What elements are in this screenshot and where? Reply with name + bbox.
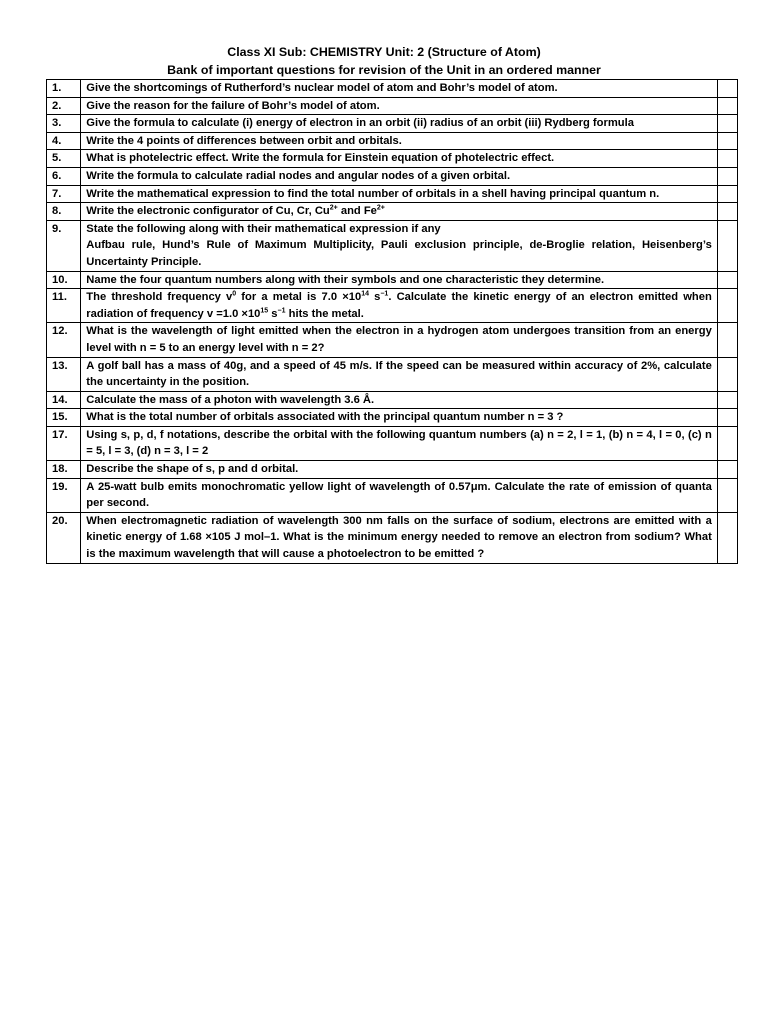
question-number: 13. <box>47 357 81 391</box>
question-text-segment: State the following along with their mathematical expression if any <box>86 222 441 235</box>
question-number: 7. <box>47 185 81 203</box>
question-row <box>47 409 738 427</box>
superscript: −1 <box>277 306 286 314</box>
question-text-segment: Write the mathematical expression to find the total number of orbitals in a shell having principal quantum n. <box>86 187 660 200</box>
question-text-segment: . Calculate the kinetic energy of an electron emitted when radiation of frequency v =1.0 ×10 <box>86 291 712 320</box>
question-text <box>81 323 718 357</box>
question-number: 8. <box>47 203 81 221</box>
question-row <box>47 461 738 479</box>
question-text-segment: What is photelectric effect. Write the formula for Einstein equation of photelectric effect. <box>86 152 555 165</box>
question-number: 15. <box>47 409 81 427</box>
question-text <box>81 289 718 323</box>
question-row <box>47 323 738 357</box>
blank-cell <box>717 409 737 427</box>
question-row <box>47 271 738 289</box>
question-text <box>81 185 718 203</box>
question-text-segment: A golf ball has a mass of 40g, and a speed of 45 m/s. If the speed can be measured within accuracy of 2%, calculate the uncertainty in the position. <box>86 359 712 389</box>
question-number: 1. <box>47 80 81 98</box>
question-row <box>47 357 738 391</box>
question-number: 12. <box>47 323 81 357</box>
blank-cell <box>717 391 737 409</box>
question-text <box>81 132 718 150</box>
question-text <box>81 478 718 512</box>
question-text-segment: Write the formula to calculate radial nodes and angular nodes of a given orbital. <box>86 169 511 182</box>
blank-cell <box>717 461 737 479</box>
question-number: 4. <box>47 132 81 150</box>
blank-cell <box>717 323 737 357</box>
question-text <box>81 203 718 221</box>
question-row <box>47 478 738 512</box>
document-subtitle: Bank of important questions for revision of the Unit in an ordered manner <box>167 63 601 77</box>
blank-cell <box>717 512 737 563</box>
question-text <box>81 97 718 115</box>
question-text <box>81 357 718 391</box>
question-number: 10. <box>47 271 81 289</box>
question-text-segment: Write the 4 points of differences between orbit and orbitals. <box>86 134 402 147</box>
question-text-segment: Name the four quantum numbers along with their symbols and one characteristic they determine. <box>86 273 605 286</box>
question-text <box>81 391 718 409</box>
question-text-segment: Write the electronic configurator of Cu, Cr, Cu <box>86 205 330 218</box>
question-text-segment: What is the wavelength of light emitted when the electron in a hydrogen atom undergoes transition from an energy level with n = 5 to an energy level with n = 2? <box>86 325 712 354</box>
document-title: Class XI Sub: CHEMISTRY Unit: 2 (Structure of Atom) <box>227 45 541 59</box>
blank-cell <box>717 426 737 460</box>
question-text-segment: Give the shortcomings of Rutherford’s nuclear model of atom and Bohr’s model of atom. <box>86 82 558 94</box>
blank-cell <box>717 115 737 133</box>
question-number: 6. <box>47 167 81 185</box>
question-row <box>47 97 738 115</box>
superscript: 2+ <box>376 204 385 212</box>
question-number: 20. <box>47 512 81 563</box>
question-text-segment: hits the metal. <box>285 307 364 320</box>
question-row <box>47 203 738 221</box>
question-table <box>46 79 738 564</box>
blank-cell <box>717 220 737 271</box>
question-number: 3. <box>47 115 81 133</box>
question-text-segment: and Fe <box>337 205 377 218</box>
question-text-segment: A 25-watt bulb emits monochromatic yellow light of wavelength of 0.57μm. Calculate the rate of emission of quanta per second. <box>86 480 712 510</box>
question-text-segment: What is the total number of orbitals associated with the principal quantum number n = 3 ? <box>86 411 564 424</box>
question-table-body <box>47 80 738 564</box>
question-number: 14. <box>47 391 81 409</box>
blank-cell <box>717 203 737 221</box>
superscript: 0 <box>232 290 237 298</box>
blank-cell <box>717 97 737 115</box>
blank-cell <box>717 271 737 289</box>
question-text-segment: s <box>268 307 278 320</box>
question-text <box>81 115 718 133</box>
blank-cell <box>717 478 737 512</box>
question-number: 11. <box>47 289 81 323</box>
question-row <box>47 289 738 323</box>
blank-cell <box>717 167 737 185</box>
blank-cell <box>717 80 737 98</box>
question-text-segment: Describe the shape of s, p and d orbital. <box>86 463 299 476</box>
question-text <box>81 167 718 185</box>
superscript: 14 <box>361 290 369 298</box>
question-text-segment: When electromagnetic radiation of wavelength 300 nm falls on the surface of sodium, electrons are emitted with a kinetic energy of 1.68 ×105 J mol–1. What is the minimum energy needed to remove an electron from sodium? What is the maximum wavelength that will cause a photoelectron to be emitted ? <box>86 514 712 561</box>
question-text <box>81 80 718 98</box>
question-row <box>47 167 738 185</box>
blank-cell <box>717 150 737 168</box>
question-text-segment: for a metal is 7.0 ×10 <box>236 291 362 304</box>
superscript: 15 <box>260 306 269 314</box>
question-row <box>47 185 738 203</box>
question-number: 17. <box>47 426 81 460</box>
superscript: −1 <box>380 290 389 298</box>
question-row <box>47 426 738 460</box>
question-row <box>47 80 738 98</box>
question-number: 5. <box>47 150 81 168</box>
question-number: 9. <box>47 220 81 271</box>
question-text <box>81 426 718 460</box>
question-text-segment: Aufbau rule, Hund’s Rule of Maximum Multiplicity, Pauli exclusion principle, de-Broglie relation, Heisenberg’s Uncertainty Principle. <box>86 239 712 268</box>
question-text-segment: Give the reason for the failure of Bohr’s model of atom. <box>86 99 380 112</box>
question-number: 2. <box>47 97 81 115</box>
question-row <box>47 391 738 409</box>
question-text-segment: Calculate the mass of a photon with wavelength 3.6 Å. <box>86 393 375 406</box>
question-text <box>81 512 718 563</box>
blank-cell <box>717 289 737 323</box>
question-text-segment: Using s, p, d, f notations, describe the orbital with the following quantum numbers (a) n = 2, l = 1, (b) n = 4, l = 0, (c) n = 5, l = 3, (d) n = 3, l = 2 <box>86 428 712 458</box>
question-row <box>47 150 738 168</box>
question-text-segment: s <box>368 291 381 304</box>
question-number: 18. <box>47 461 81 479</box>
question-row <box>47 132 738 150</box>
question-row <box>47 115 738 133</box>
blank-cell <box>717 132 737 150</box>
blank-cell <box>717 357 737 391</box>
question-text <box>81 409 718 427</box>
question-row <box>47 220 738 271</box>
question-row <box>47 512 738 563</box>
question-text <box>81 461 718 479</box>
question-number: 19. <box>47 478 81 512</box>
blank-cell <box>717 185 737 203</box>
question-text <box>81 220 718 271</box>
question-text-segment: The threshold frequency v <box>86 291 233 304</box>
superscript: 2+ <box>329 204 338 212</box>
question-text-segment: Give the formula to calculate (i) energy of electron in an orbit (ii) radius of an orbit (iii) Rydberg formula <box>86 117 634 130</box>
question-text <box>81 150 718 168</box>
question-text <box>81 271 718 289</box>
